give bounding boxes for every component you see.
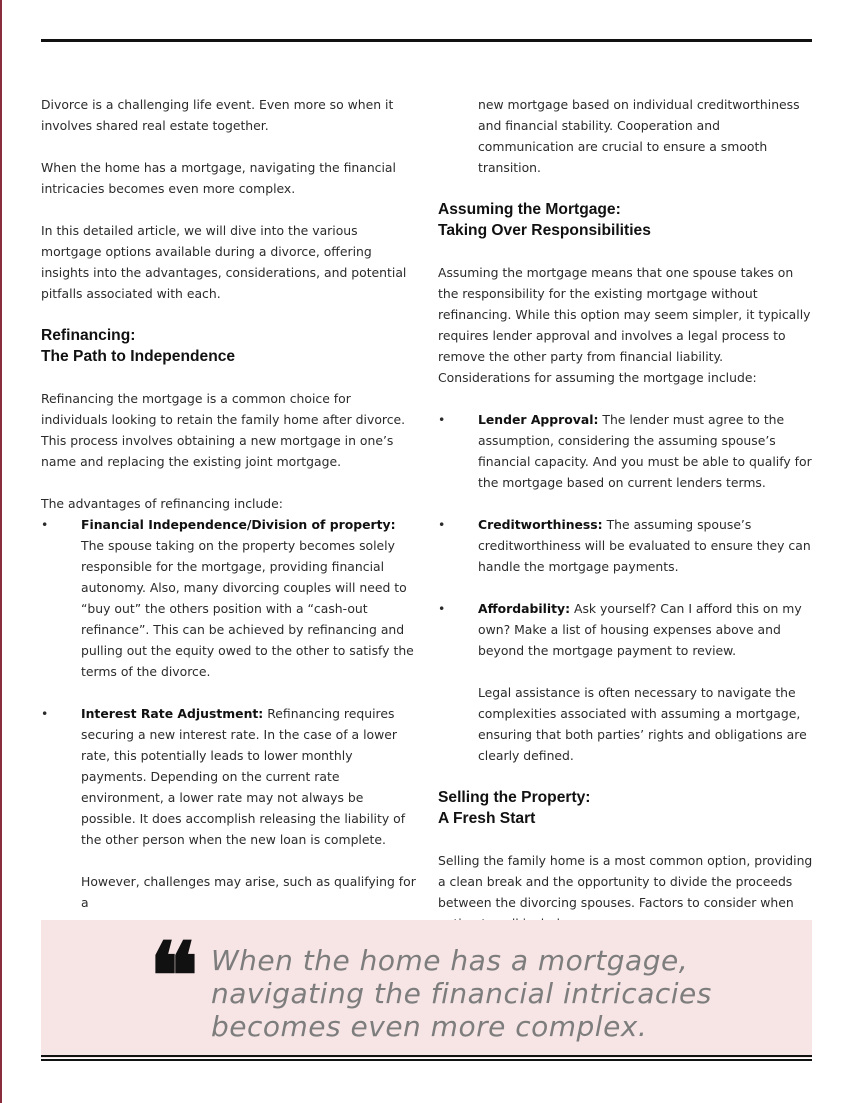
bullet-icon: • bbox=[438, 517, 446, 532]
bullet-icon: • bbox=[438, 601, 446, 616]
list-item bbox=[41, 514, 419, 682]
intro-paragraph-3: In this detailed article, we will dive into the various mortgage options available during a divorce, offering insights into the advantages, considerations, and potential pitfalls associated with each. bbox=[41, 223, 407, 301]
list-item bbox=[438, 514, 816, 577]
bullet-text: The lender must agree to the assumption, considering the assuming spouse’s financial capacity. And you must be able to qualify for the mortgage based on current lenders terms. bbox=[478, 412, 812, 490]
refinancing-heading bbox=[41, 325, 419, 367]
bullet-title: Interest Rate Adjustment: bbox=[81, 706, 264, 721]
bullet-title: Lender Approval: bbox=[478, 412, 599, 427]
bullet-icon: • bbox=[438, 412, 446, 427]
bullet-text: The assuming spouse’s creditworthiness will be evaluated to ensure they can handle the mortgage payments. bbox=[478, 517, 811, 574]
quote-mark-icon: ❝ bbox=[149, 922, 199, 1030]
assuming-paragraph: Assuming the mortgage means that one spouse takes on the responsibility for the existing mortgage without refinancing. While this option may seem simpler, it typically requires lender approval and involves a legal process to remove the other party from financial liability. Considerations for assuming the mortgage include: bbox=[438, 265, 811, 385]
right-column bbox=[438, 94, 816, 934]
list-item bbox=[438, 598, 816, 661]
bullet-text: Ask yourself? Can I afford this on my own? Make a list of housing expenses above and beyond the mortgage payment to review. bbox=[478, 601, 802, 658]
refinancing-paragraph: Refinancing the mortgage is a common choice for individuals looking to retain the family home after divorce. This process involves obtaining a new mortgage in one’s name and replacing the existing joint mortgage. bbox=[41, 391, 406, 469]
assuming-heading bbox=[438, 199, 816, 241]
bullet-text: The spouse taking on the property becomes solely responsible for the mortgage, providing financial autonomy. Also, many divorcing couples will need to “buy out” the others position with a “cash-out refinance”. This can be achieved by refinancing and pulling out the equity owed to the other to satisfy the terms of the divorce. bbox=[81, 538, 414, 679]
left-column bbox=[41, 94, 419, 913]
top-rule bbox=[41, 39, 812, 42]
intro-paragraph-2: When the home has a mortgage, navigating the financial intricacies becomes even more complex. bbox=[41, 160, 396, 196]
advantages-intro: The advantages of refinancing include: bbox=[41, 496, 283, 511]
selling-paragraph: Selling the family home is a most common option, providing a clean break and the opportunity to divide the proceeds between the divorcing spouses. Factors to consider when bbox=[438, 853, 813, 910]
assuming-heading-line-2: Taking Over Responsibilities bbox=[438, 222, 651, 239]
selling-heading bbox=[438, 787, 816, 829]
intro-paragraph-1: Divorce is a challenging life event. Even more so when it involves shared real estate together. bbox=[41, 97, 394, 133]
bullet-title: Affordability: bbox=[478, 601, 571, 616]
pull-quote bbox=[41, 920, 812, 1058]
however-paragraph: However, challenges may arise, such as qualifying for a bbox=[81, 874, 416, 910]
selling-heading-line-1: Selling the Property: bbox=[438, 789, 591, 806]
pull-quote-text: When the home has a mortgage, navigating the financial intricacies becomes even more complex. bbox=[211, 944, 712, 1043]
bottom-rule bbox=[41, 1059, 812, 1061]
list-item bbox=[41, 703, 419, 850]
bullet-text: Refinancing requires securing a new interest rate. In the case of a lower rate, this potentially leads to lower monthly payments. Depending on the current rate environment, a lower rate may not always be possible. It does accomplish releasing the liability of the other person when the new loan is complete. bbox=[81, 706, 406, 847]
bottom-rule bbox=[41, 1055, 812, 1057]
refinancing-heading-line-2: The Path to Independence bbox=[41, 348, 236, 365]
page-edge-accent bbox=[0, 0, 2, 1103]
assuming-heading-line-1: Assuming the Mortgage: bbox=[438, 201, 621, 218]
bullet-title: Financial Independence/Division of property: bbox=[81, 517, 396, 532]
bullet-title: Creditworthiness: bbox=[478, 517, 603, 532]
bullet-icon: • bbox=[41, 517, 49, 532]
list-item bbox=[438, 409, 816, 493]
selling-heading-line-2: A Fresh Start bbox=[438, 810, 536, 827]
bullet-icon: • bbox=[41, 706, 49, 721]
legal-paragraph: Legal assistance is often necessary to navigate the complexities associated with assuming a mortgage, ensuring that both parties’ rights and obligations are clearly defined. bbox=[478, 685, 807, 763]
continuation-paragraph: new mortgage based on individual creditworthiness and financial stability. Cooperation and communication are crucial to ensure a smooth transition. bbox=[478, 97, 800, 175]
refinancing-heading-line-1: Refinancing: bbox=[41, 327, 136, 344]
